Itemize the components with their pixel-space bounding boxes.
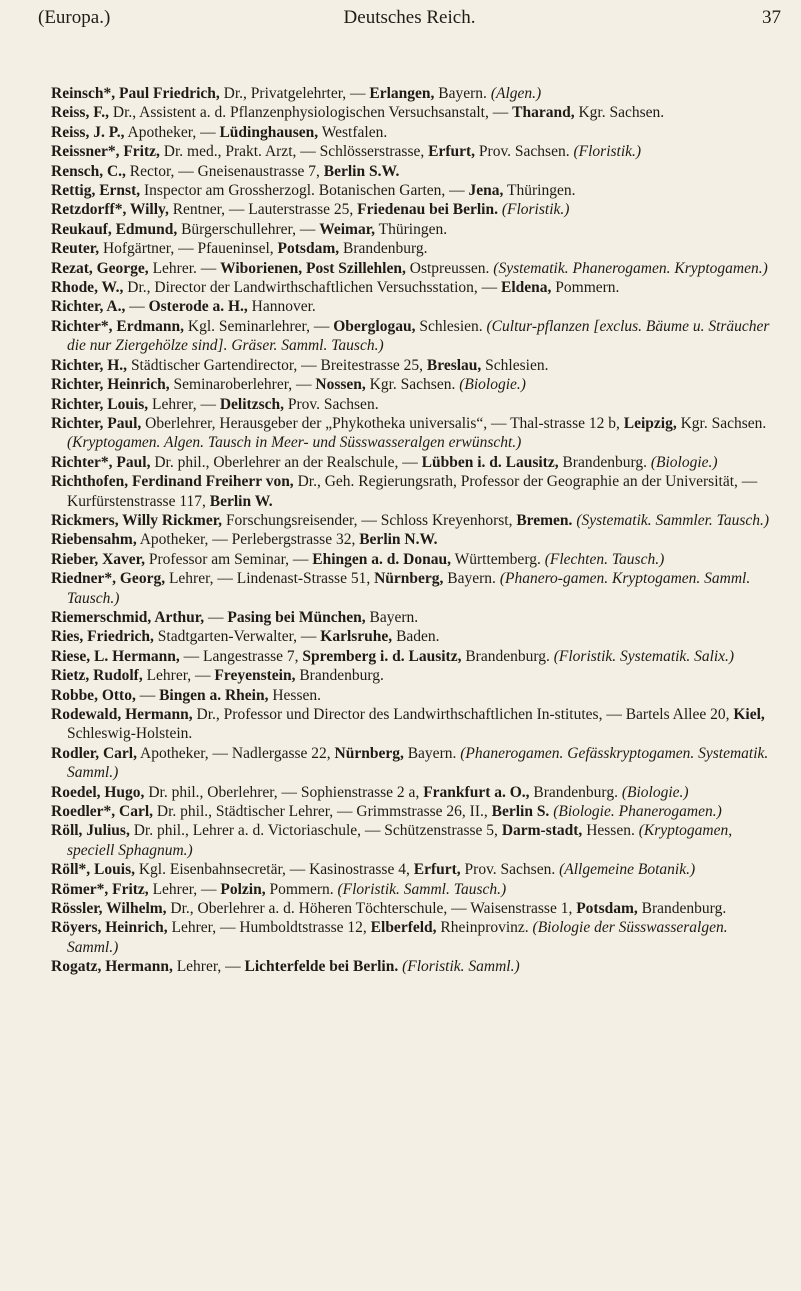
entry-place: Berlin S.W. <box>323 162 400 180</box>
entry-details: Dr., Geh. Regierungsrath, Professor der Geographie an der Universität, — Kurfürstenstrasse 117, <box>67 473 758 510</box>
entry-place: Nürnberg, <box>374 570 444 588</box>
entry-name: Richter*, Paul, <box>51 453 151 471</box>
entry-details: Lehrer, — <box>176 958 241 976</box>
entry-name: Richter*, Erdmann, <box>51 317 185 335</box>
entry-interests: (Phanero-gamen. Kryptogamen. Samml. Tausch.) <box>67 570 751 607</box>
directory-entry <box>51 899 776 918</box>
entry-interests: (Biologie.) <box>621 783 689 801</box>
directory-entry <box>51 123 776 142</box>
entry-place: Darm-stadt, <box>501 822 583 840</box>
directory-entry <box>51 802 776 821</box>
entry-details: Forschungsreisender, — Schloss Kreyenhorst, <box>225 511 513 529</box>
entry-details: Dr., Director der Landwirthschaftlichen Versuchsstation, — <box>127 279 498 297</box>
entry-name: Rössler, Wilhelm, <box>51 900 167 918</box>
entry-interests: (Floristik.) <box>501 201 570 219</box>
entry-place: Lichterfelde bei Berlin. <box>244 958 399 976</box>
directory-entry <box>51 608 776 627</box>
entry-region: Brandenburg. <box>299 667 384 685</box>
entry-name: Reinsch*, Paul Friedrich, <box>51 85 220 102</box>
entry-place: Kiel, <box>733 706 765 723</box>
entry-place: Lüdinghausen, <box>219 123 319 141</box>
entry-interests: (Allgemeine Botanik.) <box>559 861 696 879</box>
entry-place: Erlangen, <box>369 85 435 102</box>
directory-entry <box>51 627 776 646</box>
entry-place: Pasing bei München, <box>227 608 366 626</box>
entry-place: Karlsruhe, <box>320 628 393 646</box>
entry-interests: (Systematik. Sammler. Tausch.) <box>576 511 770 529</box>
entry-interests: (Flechten. Tausch.) <box>544 550 665 568</box>
entry-details: Rector, — Gneisenaustrasse 7, <box>129 162 320 180</box>
entry-details: Dr., Privatgelehrter, — <box>223 85 366 102</box>
entry-interests: (Floristik. Systematik. Salix.) <box>553 647 735 665</box>
entry-details: Dr. phil., Oberlehrer an der Realschule, — <box>154 453 418 471</box>
directory-entry <box>51 142 776 161</box>
entry-place: Tharand, <box>512 104 575 122</box>
entry-name: Reuter, <box>51 240 100 258</box>
entry-interests: (Biologie der Süsswasseralgen. Samml.) <box>67 919 728 956</box>
entry-region: Bayern. <box>369 608 419 626</box>
entry-name: Richter, Heinrich, <box>51 376 170 394</box>
entry-name: Rieber, Xaver, <box>51 550 145 568</box>
entry-interests: (Kryptogamen. Algen. Tausch in Meer- und Süsswasseralgen erwünscht.) <box>67 434 522 452</box>
entry-region: Schleswig-Holstein. <box>67 725 193 743</box>
directory-entry <box>51 297 776 316</box>
entry-place: Erfurt, <box>428 143 476 161</box>
entry-name: Reiss, F., <box>51 104 109 122</box>
entry-name: Richter, H., <box>51 356 128 374</box>
entry-details: Apotheker, — Perlebergstrasse 32, <box>139 531 356 549</box>
entry-interests: (Floristik.) <box>573 143 642 161</box>
entry-name: Roedler*, Carl, <box>51 803 154 821</box>
entry-place: Berlin W. <box>209 492 273 510</box>
entry-details: — <box>208 608 224 626</box>
entry-name: Richter, Paul, <box>51 414 142 432</box>
entry-details: Dr., Oberlehrer a. d. Höheren Töchterschule, — Waisenstrasse 1, <box>170 900 573 918</box>
directory-entry <box>51 162 776 181</box>
entry-name: Richter, A., <box>51 298 126 316</box>
entry-place: Leipzig, <box>623 414 677 432</box>
entry-interests: (Biologie. Phanerogamen.) <box>553 803 722 821</box>
entry-region: Brandenburg. <box>465 647 550 665</box>
entry-place: Ehingen a. d. Donau, <box>312 550 451 568</box>
entry-name: Rensch, C., <box>51 162 126 180</box>
entry-place: Eldena, <box>501 279 552 297</box>
entry-name: Rhode, W., <box>51 279 124 297</box>
entry-details: Dr. phil., Lehrer a. d. Victoriaschule, — Schützenstrasse 5, <box>133 822 498 840</box>
entry-details: Lehrer, — <box>152 395 216 413</box>
entry-name: Retzdorff*, Willy, <box>51 201 169 219</box>
entry-place: Spremberg i. d. Lausitz, <box>302 647 462 665</box>
entry-details: — <box>139 686 156 704</box>
entry-name: Reiss, J. P., <box>51 123 125 141</box>
entry-place: Potsdam, <box>277 240 340 258</box>
directory-entry <box>51 472 776 511</box>
directory-entry <box>51 821 776 860</box>
entry-interests: (Algen.) <box>490 85 542 102</box>
entry-place: Oberglogau, <box>333 317 416 335</box>
entry-place: Nossen, <box>315 376 366 394</box>
entry-name: Riese, L. Hermann, <box>51 647 180 665</box>
entry-name: Rezat, George, <box>51 259 149 277</box>
directory-entry <box>51 783 776 802</box>
entry-place: Nürnberg, <box>334 744 404 762</box>
entry-region: Westfalen. <box>321 123 388 141</box>
entry-name: Robbe, Otto, <box>51 686 136 704</box>
entry-place: Friedenau bei Berlin. <box>357 201 498 219</box>
entry-region: Brandenburg. <box>641 900 727 918</box>
entry-region: Ostpreussen. <box>409 259 490 277</box>
entry-region: Bayern. <box>407 744 457 762</box>
directory-entry <box>51 220 776 239</box>
entry-details: Dr., Assistent a. d. Pflanzenphysiologischen Versuchsanstalt, — <box>112 104 509 122</box>
entry-details: Städtischer Gartendirector, — Breitestrasse 25, <box>130 356 424 374</box>
entry-name: Reukauf, Edmund, <box>51 220 178 238</box>
entry-details: Dr. med., Prakt. Arzt, — Schlösserstrasse, <box>163 143 425 161</box>
entry-region: Thüringen. <box>507 182 576 200</box>
directory-entry <box>51 200 776 219</box>
entry-name: Riedner*, Georg, <box>51 570 166 588</box>
entry-name: Rodler, Carl, <box>51 744 137 762</box>
entry-details: Dr. phil., Oberlehrer, — Sophienstrasse 2 a, <box>148 783 420 801</box>
entry-details: Bürgerschullehrer, — <box>181 220 316 238</box>
entry-name: Rettig, Ernst, <box>51 182 141 200</box>
entry-details: Inspector am Grossherzogl. Botanischen Garten, — <box>144 182 465 200</box>
entry-region: Brandenburg. <box>533 783 618 801</box>
entry-region: Schlesien. <box>419 317 483 335</box>
directory-entry <box>51 705 776 744</box>
entry-details: Kgl. Seminarlehrer, — <box>187 317 330 335</box>
entry-details: Apotheker, — <box>127 123 216 141</box>
directory-entry <box>51 511 776 530</box>
entry-region: Hessen. <box>586 822 635 840</box>
entry-name: Reissner*, Fritz, <box>51 143 160 161</box>
directory-entry <box>51 103 776 122</box>
entry-region: Hannover. <box>251 298 316 316</box>
entry-details: Lehrer, — <box>152 880 217 898</box>
entry-name: Röll, Julius, <box>51 822 130 840</box>
entry-name: Riebensahm, <box>51 531 137 549</box>
entry-region: Kgr. Sachsen. <box>369 376 456 394</box>
running-header-region: (Europa.) <box>38 7 111 28</box>
entry-place: Frankfurt a. O., <box>423 783 530 801</box>
entry-name: Richter, Louis, <box>51 395 149 413</box>
entry-place: Delitzsch, <box>219 395 284 413</box>
entry-details: Seminaroberlehrer, — <box>173 376 312 394</box>
directory-entry <box>51 278 776 297</box>
entry-place: Jena, <box>468 182 504 200</box>
entry-place: Erfurt, <box>413 861 461 879</box>
page-header <box>38 3 781 31</box>
entry-details: — <box>129 298 145 316</box>
entry-details: Professor am Seminar, — <box>148 550 309 568</box>
directory-entry <box>51 395 776 414</box>
entry-region: Bayern. <box>447 570 496 588</box>
directory-entry <box>51 744 776 783</box>
entry-interests: (Kryptogamen, speciell Sphagnum.) <box>67 822 733 859</box>
entry-details: Hofgärtner, — Pfaueninsel, <box>102 240 274 258</box>
directory-entries <box>51 84 776 977</box>
entry-region: Bayern. <box>438 85 487 102</box>
directory-entry <box>51 375 776 394</box>
entry-details: Lehrer, — Humboldtstrasse 12, <box>171 919 367 937</box>
entry-details: Lehrer. — <box>152 259 217 277</box>
entry-interests: (Phanerogamen. Gefässkryptogamen. Systematik. Samml.) <box>67 744 769 782</box>
entry-interests: (Biologie.) <box>459 376 526 394</box>
entry-name: Röyers, Heinrich, <box>51 919 168 937</box>
directory-entry <box>51 860 776 879</box>
entry-place: Wiborienen, Post Szillehlen, <box>220 259 406 277</box>
entry-name: Rogatz, Hermann, <box>51 958 173 976</box>
entry-region: Schlesien. <box>485 356 549 374</box>
directory-entry <box>51 647 776 666</box>
entry-place: Berlin N.W. <box>359 531 438 549</box>
directory-entry <box>51 356 776 375</box>
directory-entry <box>51 666 776 685</box>
entry-details: Stadtgarten-Verwalter, — <box>157 628 317 646</box>
entry-place: Lübben i. d. Lausitz, <box>421 453 559 471</box>
entry-region: Württemberg. <box>454 550 541 568</box>
entry-name: Riemerschmid, Arthur, <box>51 608 205 626</box>
running-header-section: Deutsches Reich. <box>343 7 476 28</box>
directory-entry <box>51 259 776 278</box>
entry-region: Baden. <box>396 628 440 646</box>
entry-name: Rickmers, Willy Rickmer, <box>51 511 223 529</box>
directory-entry <box>51 569 776 608</box>
entry-details: Dr., Professor und Director des Landwirthschaftlichen In-stitutes, — Bartels Allee 20, <box>196 706 730 723</box>
entry-details: Lehrer, — <box>146 667 211 685</box>
entry-region: Kgr. Sachsen. <box>680 414 767 432</box>
entry-region: Kgr. Sachsen. <box>578 104 665 122</box>
entry-name: Rodewald, Hermann, <box>51 706 193 723</box>
entry-place: Osterode a. H., <box>148 298 248 316</box>
entry-details: — Langestrasse 7, <box>183 647 299 665</box>
directory-entry <box>51 181 776 200</box>
entry-place: Freyenstein, <box>214 667 296 685</box>
entry-name: Römer*, Fritz, <box>51 880 149 898</box>
entry-details: Apotheker, — Nadlergasse 22, <box>140 744 331 762</box>
directory-entry <box>51 530 776 549</box>
entry-region: Brandenburg. <box>342 240 428 258</box>
directory-entry <box>51 317 776 356</box>
entry-details: Dr. phil., Städtischer Lehrer, — Grimmstrasse 26, II., <box>156 803 488 821</box>
entry-place: Berlin S. <box>491 803 550 821</box>
entry-details: Rentner, — Lauterstrasse 25, <box>172 201 354 219</box>
entry-place: Elberfeld, <box>370 919 437 937</box>
entry-region: Hessen. <box>272 686 321 704</box>
entry-region: Prov. Sachsen. <box>478 143 570 161</box>
entry-details: Lehrer, — Lindenast-Strasse 51, <box>168 570 371 588</box>
directory-entry <box>51 239 776 258</box>
entry-region: Pommern. <box>269 880 334 898</box>
entry-details: Kgl. Eisenbahnsecretär, — Kasinostrasse 4, <box>138 861 410 879</box>
directory-entry <box>51 414 776 453</box>
entry-region: Prov. Sachsen. <box>464 861 556 879</box>
directory-entry <box>51 84 776 103</box>
entry-place: Polzin, <box>220 880 266 898</box>
directory-entry <box>51 453 776 472</box>
entry-place: Weimar, <box>319 220 376 238</box>
entry-place: Breslau, <box>426 356 482 374</box>
entry-interests: (Cultur-pflanzen [exclus. Bäume u. Sträucher die nur Ziergehölze sind]. Gräser. Samml. Tausch.) <box>67 317 770 355</box>
entry-place: Bingen a. Rhein, <box>159 686 269 704</box>
entry-place: Potsdam, <box>576 900 638 918</box>
entry-region: Pommern. <box>555 279 620 297</box>
page-number: 37 <box>762 7 781 28</box>
entry-region: Thüringen. <box>378 220 448 238</box>
entry-interests: (Floristik. Samml.) <box>402 958 520 976</box>
entry-name: Roedel, Hugo, <box>51 783 145 801</box>
entry-name: Ries, Friedrich, <box>51 628 154 646</box>
entry-interests: (Systematik. Phanerogamen. Kryptogamen.) <box>493 259 768 277</box>
entry-details: Oberlehrer, Herausgeber der „Phykotheka universalis“, — Thal-strasse 12 b, <box>145 414 620 432</box>
entry-name: Röll*, Louis, <box>51 861 135 879</box>
entry-region: Brandenburg. <box>562 453 647 471</box>
entry-name: Richthofen, Ferdinand Freiherr von, <box>51 473 294 491</box>
entry-interests: (Floristik. Samml. Tausch.) <box>337 880 507 898</box>
directory-entry <box>51 550 776 569</box>
directory-entry <box>51 918 776 957</box>
entry-region: Rheinprovinz. <box>440 919 529 937</box>
entry-place: Bremen. <box>516 511 573 529</box>
directory-entry <box>51 880 776 899</box>
entry-region: Prov. Sachsen. <box>287 395 379 413</box>
directory-entry <box>51 957 776 976</box>
entry-name: Rietz, Rudolf, <box>51 667 143 685</box>
directory-entry <box>51 686 776 705</box>
entry-interests: (Biologie.) <box>650 453 718 471</box>
